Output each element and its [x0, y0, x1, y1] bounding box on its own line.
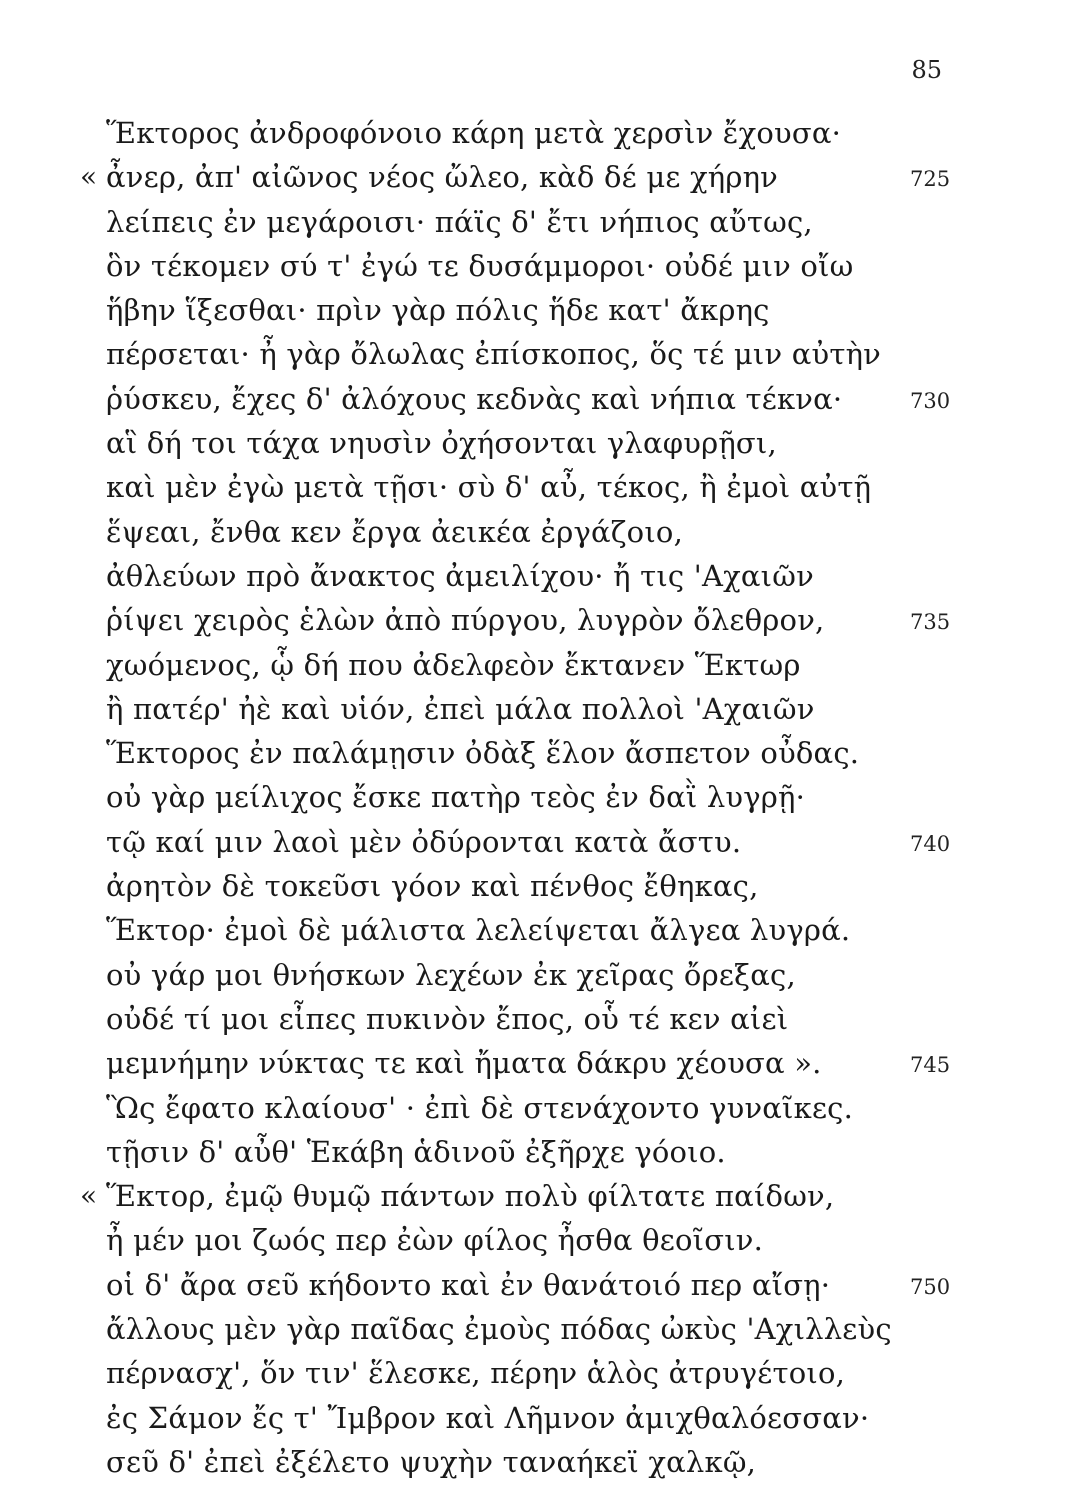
verse-text: ἆνερ, ἀπ' αἰῶνος νέος ὤλεο, κὰδ δέ με χήρην: [106, 160, 779, 195]
opening-quote-mark: «: [80, 160, 98, 194]
verse-text: ἐς Σάμον ἔς τ' Ἴμβρον καὶ Λῆμνον ἀμιχθαλόεσσαν·: [106, 1400, 870, 1435]
line-number: 750: [910, 1274, 951, 1299]
verse-line: [0, 998, 1078, 1042]
verse-line: [0, 245, 1078, 289]
verse-text: τῇσιν δ' αὖθ' Ἑκάβη ἁδινοῦ ἐξῆρχε γόοιο.: [106, 1134, 726, 1169]
verse-text: ἢ πατέρ' ἠὲ καὶ υἱόν, ἐπεὶ μάλα πολλοὶ 'Αχαιῶν: [106, 691, 815, 726]
verse-line: [0, 156, 1078, 200]
verse-line: [0, 1042, 1078, 1086]
verse-line: [0, 954, 1078, 998]
verse-text: ἕψεαι, ἔνθα κεν ἔργα ἀεικέα ἐργάζοιο,: [106, 514, 683, 549]
poem-text: [0, 112, 1078, 1485]
verse-line: [0, 1264, 1078, 1308]
verse-line: [0, 1175, 1078, 1219]
verse-text: ἥβην ἵξεσθαι· πρὶν γὰρ πόλις ἥδε κατ' ἄκρης: [106, 293, 770, 328]
verse-text: τῷ καί μιν λαοὶ μὲν ὀδύρονται κατὰ ἄστυ.: [106, 824, 742, 859]
verse-text: ἄλλους μὲν γὰρ παῖδας ἐμοὺς πόδας ὠκὺς 'Αχιλλεὺς: [106, 1312, 892, 1347]
verse-text: οὐ γάρ μοι θνήσκων λεχέων ἐκ χεῖρας ὄρεξας,: [106, 957, 796, 992]
verse-line: [0, 289, 1078, 333]
verse-text: πέρσεται· ἦ γὰρ ὄλωλας ἐπίσκοπος, ὅς τέ μιν αὐτὴν: [106, 337, 881, 372]
verse-line: [0, 865, 1078, 909]
verse-line: [0, 776, 1078, 820]
verse-text: σεῦ δ' ἐπεὶ ἐξέλετο ψυχὴν ταναήκεϊ χαλκῷ,: [106, 1444, 757, 1479]
verse-line: [0, 112, 1078, 156]
verse-text: Ὣς ἔφατο κλαίουσ' · ἐπὶ δὲ στενάχοντο γυναῖκες.: [106, 1090, 854, 1125]
verse-line: [0, 1087, 1078, 1131]
verse-text: οὐδέ τί μοι εἶπες πυκινὸν ἔπος, οὗ τέ κεν αἰεὶ: [106, 1001, 789, 1036]
verse-line: [0, 201, 1078, 245]
verse-text: ῥύσκευ, ἔχες δ' ἀλόχους κεδνὰς καὶ νήπια τέκνα·: [106, 381, 843, 416]
verse-text: χωόμενος, ᾧ δή που ἀδελφεὸν ἔκτανεν Ἕκτωρ: [106, 647, 801, 682]
verse-line: [0, 1308, 1078, 1352]
verse-line: [0, 1352, 1078, 1396]
verse-text: ἀθλεύων πρὸ ἄνακτος ἀμειλίχου· ἤ τις 'Αχαιῶν: [106, 558, 814, 593]
verse-text: μεμνήμην νύκτας τε καὶ ἤματα δάκρυ χέουσα ».: [106, 1046, 822, 1081]
verse-line: [0, 821, 1078, 865]
verse-line: [0, 555, 1078, 599]
opening-quote-mark: «: [80, 1179, 98, 1213]
verse-line: [0, 732, 1078, 776]
verse-text: αἳ δή τοι τάχα νηυσὶν ὀχήσονται γλαφυρῇσι,: [106, 426, 777, 461]
verse-text: οὐ γὰρ μείλιχος ἔσκε πατὴρ τεὸς ἐν δαῒ λυγρῇ·: [106, 780, 806, 815]
verse-text: Ἕκτορ· ἐμοὶ δὲ μάλιστα λελείψεται ἄλγεα λυγρά.: [106, 913, 851, 948]
verse-line: [0, 511, 1078, 555]
verse-line: [0, 1131, 1078, 1175]
verse-line: [0, 909, 1078, 953]
verse-line: [0, 422, 1078, 466]
page-number: 85: [911, 56, 942, 84]
line-number: 735: [910, 610, 951, 635]
verse-text: Ἕκτορος ἐν παλάμῃσιν ὀδὰξ ἕλον ἄσπετον οὖδας.: [106, 736, 860, 771]
verse-line: [0, 333, 1078, 377]
verse-line: [0, 1441, 1078, 1485]
verse-line: [0, 1397, 1078, 1441]
verse-text: Ἕκτορ, ἐμῷ θυμῷ πάντων πολὺ φίλτατε παίδων,: [106, 1179, 835, 1214]
verse-text: ἦ μέν μοι ζωός περ ἐὼν φίλος ἦσθα θεοῖσιν.: [106, 1223, 764, 1258]
verse-line: [0, 599, 1078, 643]
verse-text: οἱ δ' ἄρα σεῦ κήδοντο καὶ ἐν θανάτοιό περ αἴσῃ·: [106, 1267, 831, 1302]
line-number: 745: [910, 1053, 951, 1078]
verse-text: Ἕκτορος ἀνδροφόνοιο κάρη μετὰ χερσὶν ἔχουσα·: [106, 116, 842, 150]
verse-text: λείπεις ἐν μεγάροισι· πάϊς δ' ἔτι νήπιος αὔτως,: [106, 204, 813, 239]
verse-text: ἀρητὸν δὲ τοκεῦσι γόον καὶ πένθος ἔθηκας,: [106, 869, 759, 904]
line-number: 725: [910, 167, 951, 192]
verse-text: πέρνασχ', ὅν τιν' ἕλεσκε, πέρην ἁλὸς ἀτρυγέτοιο,: [106, 1356, 846, 1391]
verse-line: [0, 688, 1078, 732]
line-number: 740: [910, 831, 951, 856]
verse-line: [0, 378, 1078, 422]
verse-text: ῥίψει χειρὸς ἑλὼν ἀπὸ πύργου, λυγρὸν ὄλεθρον,: [106, 603, 825, 638]
verse-line: [0, 644, 1078, 688]
line-number: 730: [910, 388, 951, 413]
verse-text: ὃν τέκομεν σύ τ' ἐγώ τε δυσάμμοροι· οὐδέ μιν οἴω: [106, 248, 854, 283]
verse-text: καὶ μὲν ἐγὼ μετὰ τῇσι· σὺ δ' αὖ, τέκος, ἢ ἐμοὶ αὐτῇ: [106, 470, 872, 505]
verse-line: [0, 466, 1078, 510]
verse-line: [0, 1219, 1078, 1263]
